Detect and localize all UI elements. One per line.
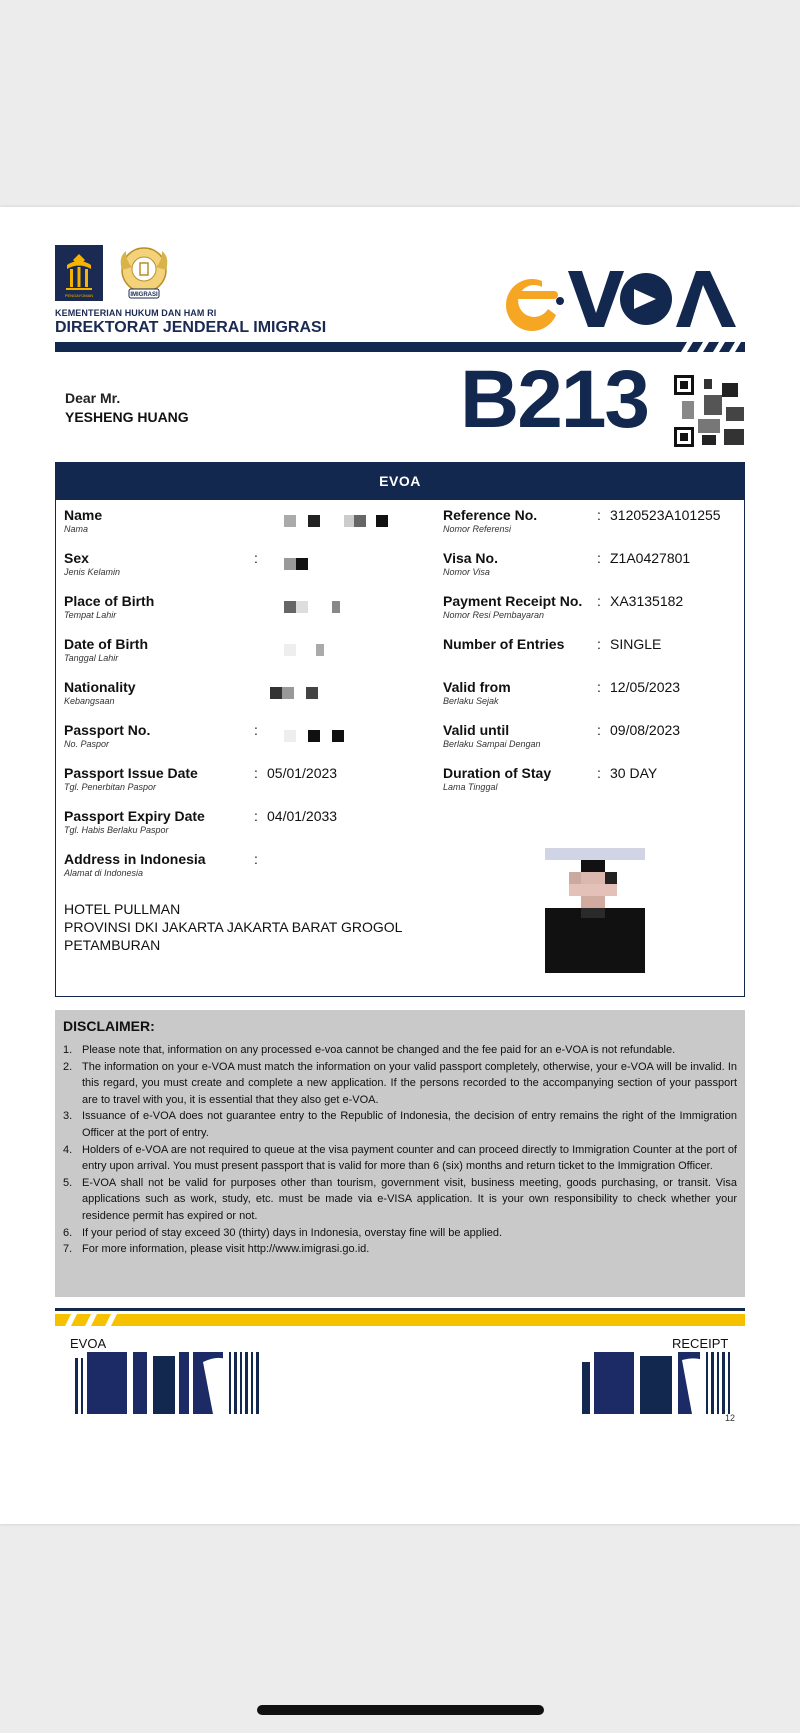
- payment-receipt-no-value: XA3135182: [610, 593, 684, 609]
- applicant-photo: [545, 848, 645, 973]
- disclaimer-item: 4. Holders of e-VOA are not required to queue at the visa payment counter and can proceed directly to Immigration Counter at the port of entry upon arrival. You must present passport that is valid for more than 6 (six) months and return ticket to the Immigration Officer.: [63, 1143, 737, 1173]
- field-passport-expiry-date: Passport Expiry Date Tgl. Habis Berlaku Paspor: [64, 808, 205, 835]
- disclaimer-box: [55, 1010, 745, 1297]
- header-stripes: [675, 342, 745, 352]
- receipt-barcode: [582, 1352, 732, 1414]
- field-sex: Sex Jenis Kelamin: [64, 550, 121, 577]
- evoa-details-heading: EVOA: [56, 463, 744, 500]
- field-passport-issue-date: Passport Issue Date Tgl. Penerbitan Paspor: [64, 765, 198, 792]
- evoa-document: [0, 207, 800, 1524]
- field-place-of-birth: Place of Birth Tempat Lahir: [64, 593, 155, 620]
- field-reference-no: Reference No. Nomor Referensi: [443, 507, 538, 534]
- redacted-place-of-birth: [270, 601, 340, 613]
- ministry-name: KEMENTERIAN HUKUM DAN HAM RI: [55, 308, 217, 318]
- field-duration-of-stay: Duration of Stay Lama Tinggal: [443, 765, 552, 792]
- disclaimer-title: DISCLAIMER:: [63, 1018, 155, 1034]
- number-of-entries-value: SINGLE: [610, 636, 662, 652]
- redacted-passport-no: [284, 730, 344, 742]
- disclaimer-item: 1. Please note that, information on any processed e-voa cannot be changed and the fee paid for an e-VOA is not refundable.: [63, 1044, 676, 1056]
- home-indicator[interactable]: [257, 1705, 544, 1715]
- immigration-seal-icon: [112, 243, 176, 303]
- redacted-name: [284, 515, 388, 527]
- passport-issue-date-value: 05/01/2023: [267, 765, 338, 781]
- valid-from-value: 12/05/2023: [610, 679, 681, 695]
- field-passport-no: Passport No. No. Paspor: [64, 722, 151, 749]
- svg-text:IMIGRASI: IMIGRASI: [130, 292, 158, 298]
- valid-until-value: 09/08/2023: [610, 722, 681, 738]
- disclaimer-item: 2. The information on your e-VOA must match the information on your valid passport completely, otherwise, your e-VOA will be invalid. In this regard, you must create and complete a new application. If the persons recorded to the accompanying section of your passport are to travel with you, it is essential that they also get e-VOA.: [63, 1060, 737, 1106]
- visa-code: B213: [460, 354, 649, 445]
- reference-no-value: 3120523A101255: [610, 507, 721, 523]
- field-address: Address in Indonesia Alamat di Indonesia: [64, 851, 206, 878]
- disclaimer-item: 7. For more information, please visit http://www.imigrasi.go.id.: [63, 1243, 370, 1256]
- visa-no-value: Z1A0427801: [610, 550, 691, 566]
- field-nationality: Nationality Kebangsaan: [64, 679, 136, 706]
- qr-code: [674, 375, 746, 447]
- directorate-name: DIREKTORAT JENDERAL IMIGRASI: [55, 319, 327, 336]
- evoa-barcode: [73, 1352, 263, 1414]
- field-date-of-birth: Date of Birth Tanggal Lahir: [64, 636, 148, 663]
- footer-evoa-label: EVOA: [70, 1336, 107, 1351]
- footer-receipt-label: RECEIPT: [672, 1336, 729, 1351]
- redacted-date-of-birth: [284, 644, 324, 656]
- greeting-salutation: Dear Mr.: [65, 390, 121, 406]
- header-bar: [55, 342, 745, 352]
- redacted-nationality: [270, 687, 318, 699]
- disclaimer-item: 6. If your period of stay exceed 30 (thirty) days in Indonesia, overstay fine will be applied.: [63, 1226, 503, 1239]
- redacted-sex: [284, 558, 308, 570]
- svg-text:PENGAYOMAN: PENGAYOMAN: [64, 293, 94, 298]
- field-number-of-entries: Number of Entries: [443, 636, 565, 652]
- field-valid-until: Valid until Berlaku Sampai Dengan: [443, 722, 541, 749]
- greeting-name: YESHENG HUANG: [65, 409, 189, 425]
- field-name: Name Nama: [64, 507, 103, 534]
- field-payment-receipt-no: Payment Receipt No. Nomor Resi Pembayaran: [443, 593, 583, 620]
- field-valid-from: Valid from Berlaku Sejak: [443, 679, 511, 706]
- passport-expiry-date-value: 04/01/2033: [267, 808, 338, 824]
- address-block: HOTEL PULLMAN PROVINSI DKI JAKARTA JAKARTA BARAT GROGOL PETAMBURAN: [64, 901, 403, 953]
- disclaimer-item: 3. Issuance of e-VOA does not guarantee entry to the Republic of Indonesia, the decision of entry remains the right of the Immigration Officer at the port of entry.: [63, 1110, 737, 1139]
- disclaimer-item: 5. E-VOA shall not be valid for purposes other than tourism, government visit, business meeting, goods purchasing, or transit. Visa applications such as work, study, etc. must be made via e-VISA application. It is your own responsibility to check whether your residence permit has expired or not.: [63, 1176, 737, 1222]
- footer-divider: [55, 1308, 745, 1311]
- duration-of-stay-value: 30 DAY: [610, 765, 658, 781]
- evoa-details-box: EVOA Name Nama Sex Jenis Kelamin : Place of Birth Tempat Lahir Date of Birth Tanggal Lahir Nationality Kebangsaan Passport No. No. Paspor : Passport Issue Date Tgl. Penerbitan Paspor : 05/01/2023 Passport Expiry Date Tgl. Habis Berlaku Paspor : 04/01/2033 Address in Indonesia Alamat di Indonesia : HOTEL PULLMAN PROVINSI DKI JAKARTA JAKARTA BARAT GROGOL PETAMBURAN Reference No. Nomor Referensi : 3120523A101255 Visa No. Nomor Visa : Z1A0427801 Payment Receipt No. Nomor Resi Pembayaran : XA3135182 Number of Entries : SINGLE Valid from Berlaku Sejak : 12/05/2023 Valid until Berlaku Sampai Dengan : 09/08/2023 Duration of Stay Lama Tinggal : 30 DAY: [55, 462, 745, 997]
- ministry-emblem-icon: [55, 245, 103, 301]
- evoa-logo: [496, 257, 744, 333]
- footer-receipt-number: 12: [725, 1413, 736, 1423]
- footer-stripe-bar: [55, 1314, 745, 1326]
- field-visa-no: Visa No. Nomor Visa: [443, 550, 498, 577]
